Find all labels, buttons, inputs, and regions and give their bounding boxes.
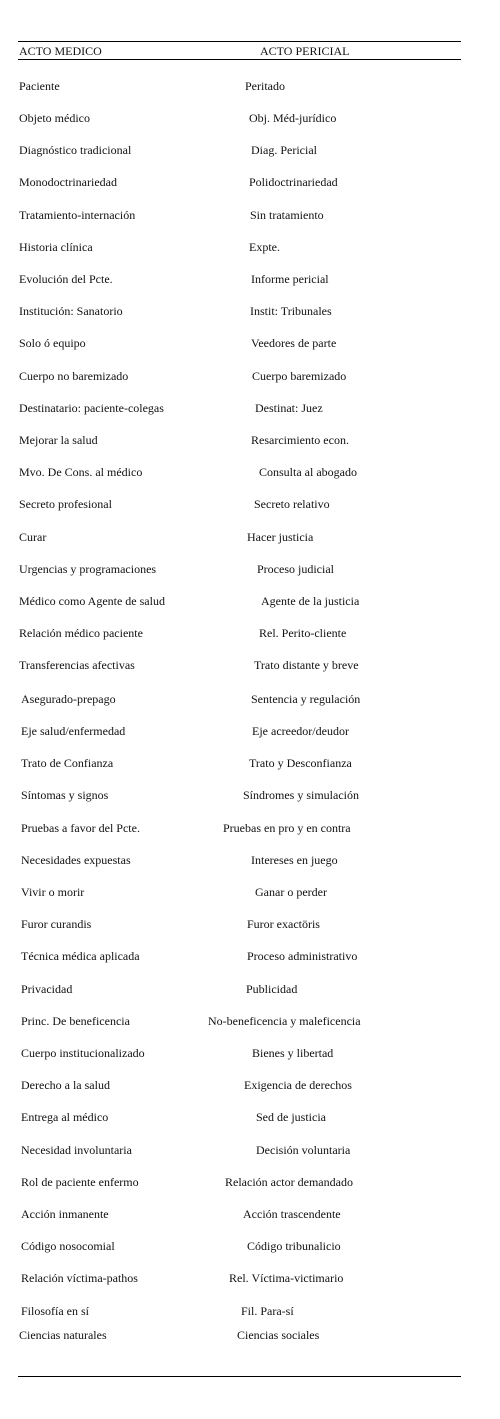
row-left: Médico como Agente de salud <box>19 594 165 608</box>
row-left: Monodoctrinariedad <box>19 175 117 189</box>
row-right: Fil. Para-sí <box>241 1304 294 1318</box>
row-left: Acción inmanente <box>21 1207 109 1221</box>
row-right: Trato distante y breve <box>254 658 359 672</box>
row-right: Cuerpo baremizado <box>252 369 347 383</box>
row-right: Sentencia y regulación <box>251 692 361 706</box>
row-right: Agente de la justicia <box>261 594 360 608</box>
row-right: Polidoctrinariedad <box>249 175 338 189</box>
row-left: Institución: Sanatorio <box>19 304 123 318</box>
row-right: Consulta al abogado <box>259 465 357 479</box>
row-right: Veedores de parte <box>251 336 337 350</box>
row-left: Furor curandis <box>21 917 92 931</box>
row-left: Código nosocomial <box>21 1239 115 1253</box>
header-right: ACTO PERICIAL <box>260 44 350 58</box>
row-right: Eje acreedor/deudor <box>252 724 349 738</box>
row-right: Ganar o perder <box>255 885 327 899</box>
row-right: Obj. Méd-jurídico <box>249 111 337 125</box>
row-left: Necesidades expuestas <box>21 853 131 867</box>
row-left: Princ. De beneficencia <box>21 1014 130 1028</box>
header-left: ACTO MEDICO <box>19 44 102 58</box>
row-right: Hacer justicia <box>247 530 314 544</box>
row-left: Evolución del Pcte. <box>19 272 113 286</box>
row-right: Intereses en juego <box>251 853 338 867</box>
row-left: Derecho a la salud <box>21 1078 110 1092</box>
row-left: Trato de Confianza <box>21 756 114 770</box>
row-right: Resarcimiento econ. <box>251 433 349 447</box>
row-right: Código tribunalicio <box>247 1239 341 1253</box>
header-rule <box>18 59 461 60</box>
row-left: Relación víctima-pathos <box>21 1271 138 1285</box>
row-right: Exigencia de derechos <box>244 1078 352 1092</box>
row-left: Tratamiento-internación <box>19 208 136 222</box>
row-left: Historia clínica <box>19 240 93 254</box>
row-left: Relación médico paciente <box>19 626 143 640</box>
row-left: Necesidad involuntaria <box>21 1143 132 1157</box>
row-left: Cuerpo institucionalizado <box>21 1046 145 1060</box>
row-right: Decisión voluntaria <box>256 1143 351 1157</box>
row-right: Rel. Víctima-victimario <box>229 1271 344 1285</box>
row-left: Curar <box>19 530 47 544</box>
row-right: Secreto relativo <box>254 497 330 511</box>
row-right: Acción trascendente <box>243 1207 341 1221</box>
row-left: Síntomas y signos <box>21 788 109 802</box>
row-left: Técnica médica aplicada <box>21 949 140 963</box>
row-right: Proceso administrativo <box>247 949 358 963</box>
row-right: Proceso judicial <box>257 562 334 576</box>
row-left: Privacidad <box>21 982 73 996</box>
row-left: Ciencias naturales <box>19 1328 107 1342</box>
row-right: Bienes y libertad <box>252 1046 334 1060</box>
row-right: Expte. <box>249 240 280 254</box>
row-right: Síndromes y simulación <box>243 788 359 802</box>
row-left: Entrega al médico <box>21 1110 109 1124</box>
row-right: Instit: Tribunales <box>250 304 332 318</box>
row-left: Transferencias afectivas <box>19 658 135 672</box>
row-left: Solo ó equipo <box>19 336 86 350</box>
row-left: Asegurado-prepago <box>21 692 116 706</box>
row-left: Pruebas a favor del Pcte. <box>21 821 140 835</box>
row-right: Sed de justicia <box>256 1110 326 1124</box>
row-right: Relación actor demandado <box>225 1175 353 1189</box>
row-right: Informe pericial <box>251 272 329 286</box>
row-left: Filosofía en sí <box>21 1304 89 1318</box>
row-right: Trato y Desconfianza <box>249 756 352 770</box>
row-left: Cuerpo no baremizado <box>19 369 129 383</box>
row-right: Pruebas en pro y en contra <box>223 821 351 835</box>
row-left: Vivir o morir <box>21 885 85 899</box>
row-left: Eje salud/enfermedad <box>21 724 126 738</box>
row-left: Objeto médico <box>19 111 90 125</box>
row-right: Peritado <box>245 79 285 93</box>
row-left: Diagnóstico tradicional <box>19 143 132 157</box>
row-right: Ciencias sociales <box>237 1328 320 1342</box>
row-right: Furor exactöris <box>247 917 320 931</box>
top-rule <box>18 41 461 42</box>
row-left: Destinatario: paciente-colegas <box>19 401 164 415</box>
row-right: Rel. Perito-cliente <box>259 626 347 640</box>
row-right: Destinat: Juez <box>255 401 323 415</box>
row-left: Mejorar la salud <box>19 433 98 447</box>
row-right: Publicidad <box>246 982 298 996</box>
row-left: Mvo. De Cons. al médico <box>19 465 143 479</box>
row-left: Secreto profesional <box>19 497 112 511</box>
row-left: Rol de paciente enfermo <box>21 1175 139 1189</box>
row-left: Paciente <box>19 79 60 93</box>
row-left: Urgencias y programaciones <box>19 562 157 576</box>
row-right: No-beneficencia y maleficencia <box>208 1014 361 1028</box>
row-right: Diag. Pericial <box>251 143 317 157</box>
bottom-rule <box>18 1376 461 1377</box>
row-right: Sin tratamiento <box>250 208 324 222</box>
